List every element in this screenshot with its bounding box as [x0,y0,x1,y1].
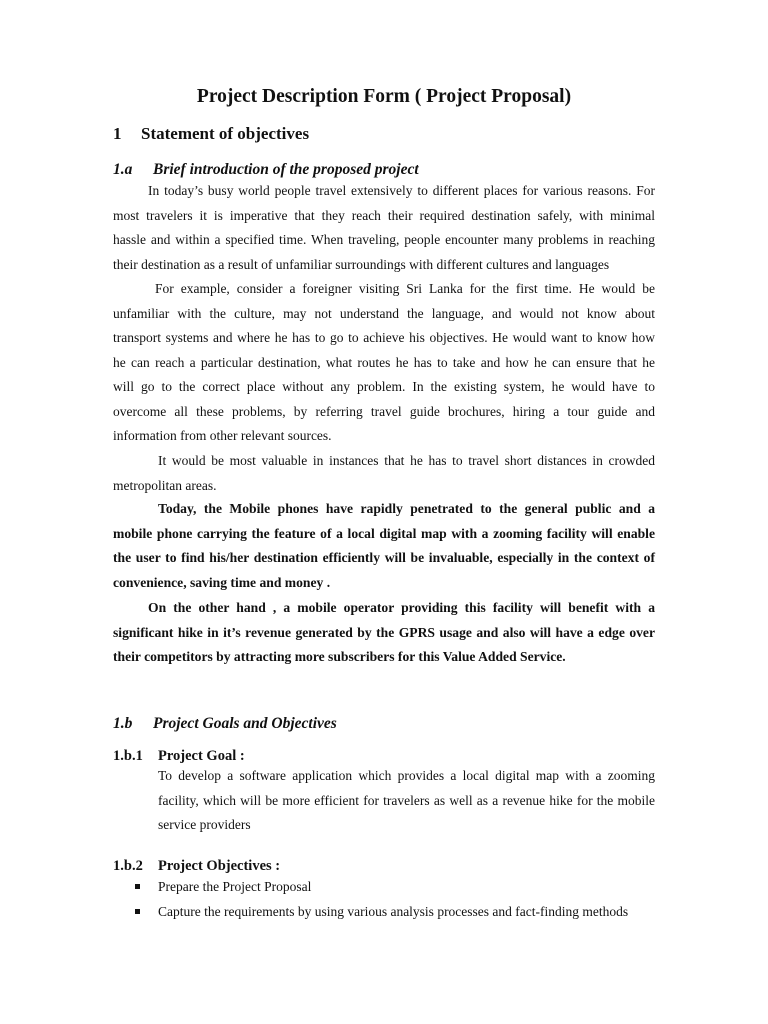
intro-paragraph-5 [113,596,655,670]
intro-paragraph-1 [113,179,655,277]
section-title: Statement of objectives [141,124,310,143]
paragraph-line: he can reach a particular destination, what routes he has to take and how he can ensure that he [113,354,655,370]
list-item-text: Prepare the Project Proposal [158,879,312,894]
objectives-number: 1.b.2 [113,858,143,874]
subsection-title: Brief introduction of the proposed project [153,161,419,178]
objectives-heading [113,858,280,875]
paragraph-line: In today’s busy world people travel extensively to different places for various reasons. For [148,183,655,198]
paragraph-line: metropolitan areas. [113,477,217,493]
paragraph-line: On the other hand , a mobile operator providing this facility will benefit with a [148,600,655,615]
paragraph-line: It would be most valuable in instances that he has to travel short distances in crowded [158,453,655,468]
paragraph-line: the user to find his/her destination efficiently will be invaluable, especially in the context of [113,550,655,565]
paragraph-line: unfamiliar with the culture, may not understand the language, and would not know about [113,305,655,321]
intro-paragraph-3 [113,449,655,498]
paragraph-line: To develop a software application which provides a local digital map with a zooming [158,768,655,783]
subsection-heading-1a [113,161,419,179]
page-title: Project Description Form ( Project Proposal) [196,86,572,107]
paragraph-line: mobile phone carrying the feature of a local digital map with a zooming facility will enable [113,525,655,541]
paragraph-line: will go to the correct place without any problem. In the existing system, he would have to [113,379,655,394]
paragraph-line: their destination as a result of unfamiliar surroundings with different cultures and languages [113,256,610,272]
paragraph-line: transport systems and where he has to go to achieve his objectives. He would want to know how [113,330,655,345]
goal-title: Project Goal : [158,748,245,764]
list-item-text: Capture the requirements by using various analysis processes and fact-finding methods [158,904,629,919]
paragraph-line: service providers [158,817,251,832]
paragraph-line: most travelers it is imperative that they reach their required destination safely, with minimal [113,207,655,223]
section-heading [113,124,309,144]
paragraph-line: information from other relevant sources. [113,428,332,443]
intro-paragraph-2 [113,277,655,449]
subsection-title: Project Goals and Objectives [153,715,337,732]
bullet-square-icon [135,909,140,914]
paragraph-line: hassle and within a specified time. When traveling, people encounter many problems in reaching [113,232,655,247]
goal-number: 1.b.1 [113,748,143,764]
paragraph-line: overcome all these problems, by referring travel guide brochures, hiring a tour guide and [113,403,655,419]
section-number: 1 [113,124,122,143]
paragraph-line: significant hike in it’s revenue generated by the GPRS usage and also will have a edge over [113,624,655,640]
subsection-number: 1.b [113,715,133,732]
paragraph-line: Today, the Mobile phones have rapidly penetrated to the general public and a [158,501,655,516]
paragraph-line: their competitors by attracting more subscribers for this Value Added Service. [113,649,566,664]
paragraph-line: For example, consider a foreigner visiting Sri Lanka for the first time. He would be [155,281,655,296]
subsection-heading-1b [113,715,337,733]
goal-paragraph [158,764,655,838]
intro-paragraph-4 [113,497,655,595]
bullet-square-icon [135,884,140,889]
objectives-list [113,874,628,924]
goal-heading [113,748,245,765]
paragraph-line: convenience, saving time and money . [113,574,331,590]
list-item [113,874,628,899]
paragraph-line: facility, which will be more efficient for travelers as well as a revenue hike for the mobile [158,792,655,808]
list-item [113,899,628,924]
subsection-number: 1.a [113,161,133,178]
objectives-title: Project Objectives : [158,858,281,874]
